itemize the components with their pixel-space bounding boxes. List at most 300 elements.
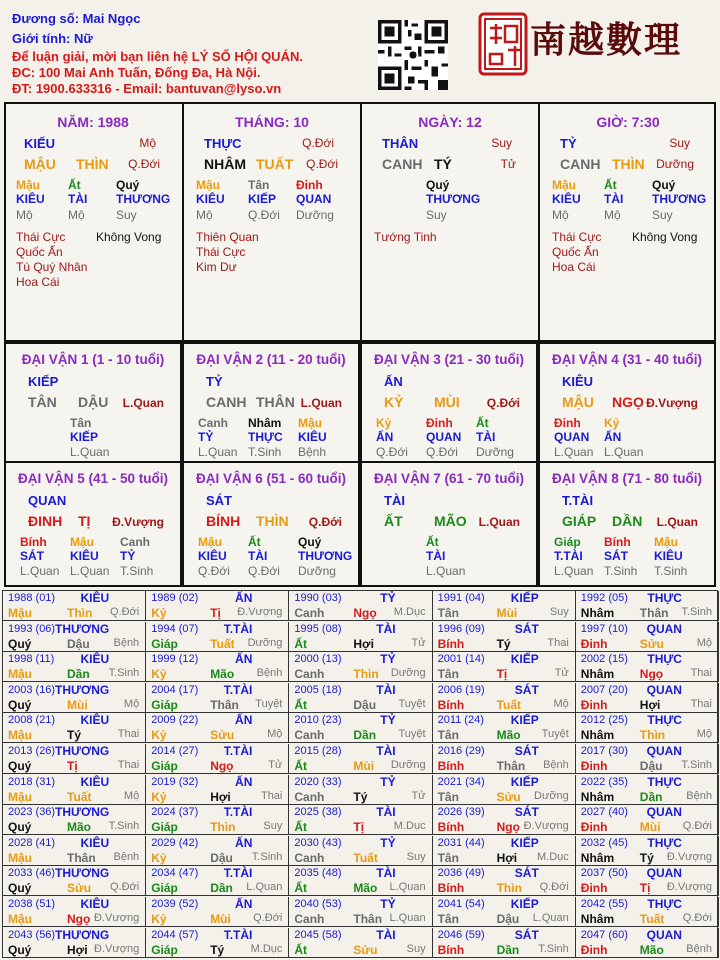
dai-van-hidden-stem: Tân bbox=[70, 416, 92, 430]
dai-van-stem: TÂN bbox=[28, 394, 57, 410]
year-label: 2019 (32) bbox=[151, 775, 199, 788]
year-ten-god: KIẾP bbox=[510, 774, 539, 789]
year-stage: Mộ bbox=[553, 697, 569, 710]
year-branch: Hợi bbox=[496, 850, 518, 865]
year-cell bbox=[576, 775, 719, 805]
year-stem: Bính bbox=[437, 942, 465, 957]
year-branch: Dậu bbox=[353, 697, 377, 712]
year-branch: Thìn bbox=[353, 667, 379, 682]
year-branch: Tý bbox=[496, 636, 511, 651]
year-cell bbox=[289, 713, 432, 743]
year-stage: Đ.Vượng bbox=[94, 942, 140, 955]
hidden-stage: Suy bbox=[652, 208, 673, 222]
year-label: 2027 (40) bbox=[580, 806, 628, 819]
dai-van-1 bbox=[4, 342, 182, 463]
star-item: Quốc Ấn bbox=[16, 245, 63, 259]
year-stem: Nhâm bbox=[580, 728, 615, 743]
dai-van-stem: MẬU bbox=[562, 394, 594, 410]
year-stage: L.Quan bbox=[389, 912, 426, 924]
year-label: 1993 (06) bbox=[8, 622, 56, 635]
year-branch: Sửu bbox=[353, 942, 378, 957]
year-branch: Tý bbox=[67, 728, 82, 743]
year-ten-god: SÁT bbox=[514, 927, 539, 942]
year-cell bbox=[433, 928, 576, 958]
year-label: 2006 (19) bbox=[437, 683, 485, 696]
year-stage: Bệnh bbox=[256, 667, 283, 680]
year-ten-god: SÁT bbox=[514, 621, 539, 636]
hidden-stage: Q.Đới bbox=[248, 208, 280, 222]
year-stem: Tân bbox=[437, 789, 459, 804]
year-label: 2023 (36) bbox=[8, 806, 56, 819]
year-branch: Thân bbox=[210, 697, 239, 712]
stage-top: Mộ bbox=[139, 136, 156, 150]
year-label: 2038 (51) bbox=[8, 898, 56, 910]
earthly-branch: TUẤT bbox=[256, 156, 294, 172]
dai-van-hidden-stem: Mậu bbox=[70, 535, 94, 549]
dai-van-hidden-stem: Quý bbox=[298, 535, 322, 549]
year-stem: Quý bbox=[8, 820, 32, 835]
year-ten-god: THỰC bbox=[647, 774, 682, 789]
year-ten-god: KIÊU bbox=[80, 774, 110, 789]
dai-van-hidden-god: KIÊU bbox=[70, 549, 99, 563]
phone-email: ĐT: 1900.633316 - Email: bantuvan@lyso.vn bbox=[12, 81, 282, 96]
year-stage: T.Sinh bbox=[681, 759, 712, 771]
year-label: 2002 (15) bbox=[580, 653, 628, 666]
year-stage: Q.Đới bbox=[253, 912, 283, 924]
year-branch: Dần bbox=[639, 789, 663, 804]
year-label: 1997 (10) bbox=[580, 622, 628, 635]
hidden-stage: Mộ bbox=[196, 208, 213, 222]
year-branch: Tuất bbox=[210, 636, 235, 651]
year-ten-god: KIÊU bbox=[80, 591, 110, 605]
year-stage: Thai bbox=[690, 697, 712, 710]
year-label: 2047 (60) bbox=[580, 928, 628, 941]
year-label: 2039 (52) bbox=[151, 898, 199, 910]
year-stem: Canh bbox=[294, 728, 325, 743]
dai-van-title: ĐẠI VẬN 2 (11 - 20 tuổi) bbox=[196, 352, 346, 367]
year-label: 2013 (26) bbox=[8, 745, 56, 757]
year-branch: Tuất bbox=[496, 697, 522, 712]
year-stage: M.Dục bbox=[393, 606, 426, 618]
dai-van-7 bbox=[360, 461, 538, 587]
dai-van-hidden-god: KIÊU bbox=[654, 549, 683, 563]
dai-van-stage: L.Quan bbox=[300, 396, 342, 410]
dai-van-6 bbox=[182, 461, 360, 587]
year-branch: Ngọ bbox=[353, 606, 377, 620]
dai-van-hidden-stage: L.Quan bbox=[554, 445, 594, 459]
year-cell bbox=[289, 928, 432, 958]
year-cell bbox=[576, 683, 719, 713]
year-stage: T.Sinh bbox=[681, 606, 712, 618]
year-branch: Ngọ bbox=[639, 667, 664, 682]
year-ten-god: TỶ bbox=[380, 774, 396, 789]
dai-van-hidden-stem: Nhâm bbox=[248, 416, 282, 430]
dai-van-hidden-stage: Dưỡng bbox=[476, 445, 514, 459]
pillar-4 bbox=[538, 102, 716, 342]
year-ten-god: TÀI bbox=[376, 866, 396, 881]
year-stem: Kỷ bbox=[151, 667, 167, 682]
star-item: Quốc Ấn bbox=[552, 245, 599, 259]
year-label: 2005 (18) bbox=[294, 683, 342, 696]
year-label: 2000 (13) bbox=[294, 653, 342, 666]
year-ten-god: QUAN bbox=[646, 621, 682, 636]
year-stem: Nhâm bbox=[580, 667, 615, 682]
dai-van-hidden-stage: Q.Đới bbox=[248, 564, 280, 578]
ten-god-top: THỰC bbox=[204, 136, 242, 151]
stage-stem: Q.Đới bbox=[128, 157, 160, 171]
hidden-ten-god: KIẾP bbox=[248, 192, 277, 206]
qr-code-icon[interactable] bbox=[378, 20, 448, 90]
year-cell bbox=[433, 744, 576, 774]
year-cell bbox=[146, 775, 289, 805]
year-branch: Tị bbox=[639, 881, 651, 896]
year-branch: Thân bbox=[353, 912, 383, 926]
star-item: Kim Dư bbox=[196, 260, 237, 274]
dai-van-title: ĐẠI VẬN 6 (51 - 60 tuổi) bbox=[195, 471, 347, 486]
dai-van-hidden-stem: Ất bbox=[426, 535, 439, 549]
year-branch: Tị bbox=[210, 606, 221, 620]
year-ten-god: TÀI bbox=[376, 621, 396, 636]
dai-van-hidden-stem: Ất bbox=[476, 416, 489, 430]
year-ten-god: TÀI bbox=[376, 682, 396, 697]
dai-van-hidden-stem: Kỷ bbox=[376, 416, 392, 430]
dai-van-3 bbox=[360, 342, 538, 463]
contact-note: Để luận giải, mời bạn liên hệ LÝ SỐ HỘI QUÁN. bbox=[12, 49, 303, 64]
year-stem: Ất bbox=[294, 942, 308, 957]
dai-van-hidden-stem: Mậu bbox=[654, 535, 678, 549]
star-item: Tú Quý Nhân bbox=[16, 260, 88, 274]
year-cell bbox=[3, 897, 146, 927]
year-stage: Q.Đới bbox=[539, 881, 569, 894]
year-label: 1998 (11) bbox=[8, 653, 55, 666]
year-stem: Mậu bbox=[8, 912, 32, 926]
year-stage: Q.Đới bbox=[682, 820, 712, 833]
year-stage: Dưỡng bbox=[247, 636, 283, 649]
hidden-stage: Mộ bbox=[604, 208, 621, 222]
year-stage: Suy bbox=[406, 850, 426, 863]
year-stage: L.Quan bbox=[532, 912, 569, 924]
year-stem: Canh bbox=[294, 850, 325, 865]
hidden-stem: Ất bbox=[604, 178, 617, 192]
earthly-branch: THÌN bbox=[76, 156, 109, 172]
year-label: 2020 (33) bbox=[294, 775, 342, 788]
dai-van-hidden-stage: Q.Đới bbox=[198, 564, 230, 578]
stage-stem: Dưỡng bbox=[656, 157, 694, 171]
year-cell bbox=[146, 591, 289, 621]
year-cell bbox=[146, 836, 289, 866]
year-cell bbox=[146, 713, 289, 743]
year-cell bbox=[3, 622, 146, 652]
year-ten-god: THƯƠNG bbox=[55, 682, 110, 697]
year-ten-god: TỶ bbox=[380, 713, 396, 728]
dai-van-hidden-stage: L.Quan bbox=[70, 564, 110, 578]
year-stage: Suy bbox=[406, 942, 426, 955]
year-cell bbox=[3, 652, 146, 682]
year-stage: L.Quan bbox=[246, 881, 283, 894]
year-branch: Hợi bbox=[639, 697, 661, 712]
year-cell bbox=[576, 591, 719, 621]
year-stem: Đinh bbox=[580, 697, 608, 712]
year-cell bbox=[576, 836, 719, 866]
year-cell bbox=[146, 866, 289, 896]
year-ten-god: ẤN bbox=[235, 774, 253, 789]
dai-van-hidden-stem: Đinh bbox=[554, 416, 581, 430]
year-ten-god: TÀI bbox=[376, 744, 396, 758]
dai-van-branch: MÃO bbox=[434, 513, 467, 529]
year-ten-god: THƯƠNG bbox=[55, 866, 110, 881]
year-branch: Mão bbox=[639, 942, 664, 957]
year-cell bbox=[289, 866, 432, 896]
year-label: 2040 (53) bbox=[294, 898, 342, 910]
year-branch: Hợi bbox=[210, 789, 231, 804]
dai-van-hidden-stem: Đinh bbox=[426, 416, 453, 430]
dai-van-hidden-stem: Mậu bbox=[198, 535, 222, 549]
dai-van-hidden-god: KIÊU bbox=[298, 430, 327, 444]
year-stage: Tử bbox=[268, 759, 283, 771]
year-stage: Bệnh bbox=[543, 759, 569, 771]
year-branch: Tý bbox=[210, 942, 225, 957]
year-ten-god: KIẾP bbox=[510, 713, 539, 728]
year-stage: Bệnh bbox=[113, 850, 140, 863]
year-cell bbox=[146, 683, 289, 713]
year-label: 2034 (47) bbox=[151, 867, 199, 880]
year-cell bbox=[289, 744, 432, 774]
year-stem: Nhâm bbox=[580, 606, 615, 620]
year-label: 2035 (48) bbox=[294, 867, 342, 880]
year-cell bbox=[576, 805, 719, 835]
hidden-stage: Suy bbox=[116, 208, 137, 222]
dai-van-hidden-god: QUAN bbox=[426, 430, 462, 444]
year-branch: Mùi bbox=[639, 820, 661, 835]
year-ten-god: ẤN bbox=[235, 835, 253, 850]
dai-van-ten-god: TÀI bbox=[384, 493, 405, 508]
year-cell bbox=[576, 897, 719, 927]
year-label: 2033 (46) bbox=[8, 867, 56, 880]
dai-van-hidden-god: QUAN bbox=[554, 430, 590, 444]
heavenly-stem: MẬU bbox=[24, 156, 56, 172]
year-stem: Quý bbox=[8, 881, 32, 896]
year-ten-god: THƯƠNG bbox=[55, 621, 110, 636]
year-stem: Quý bbox=[8, 697, 32, 712]
dai-van-title: ĐẠI VẬN 4 (31 - 40 tuổi) bbox=[551, 352, 703, 367]
year-branch: Dần bbox=[496, 942, 520, 957]
dai-van-hidden-god: ẤN bbox=[604, 430, 622, 444]
year-stage: Q.Đới bbox=[109, 606, 140, 618]
dai-van-ten-god: SÁT bbox=[206, 493, 232, 508]
pillar-3 bbox=[360, 102, 538, 342]
year-branch: Dần bbox=[67, 667, 90, 682]
year-branch: Dậu bbox=[210, 850, 233, 865]
dai-van-stage: L.Quan bbox=[122, 396, 164, 410]
ten-god-top: TỶ bbox=[560, 136, 577, 151]
dai-van-branch: THÌN bbox=[256, 513, 289, 529]
hidden-stage: Mộ bbox=[68, 208, 85, 222]
year-stage: T.Sinh bbox=[108, 667, 140, 680]
star-item: Thái Cực bbox=[16, 230, 66, 244]
hidden-stem: Quý bbox=[116, 178, 140, 192]
dai-van-hidden-stage: L.Quan bbox=[198, 445, 238, 459]
year-branch: Sửu bbox=[496, 789, 521, 804]
year-ten-god: THƯƠNG bbox=[55, 744, 110, 758]
dai-van-hidden-stem: Mậu bbox=[298, 416, 322, 430]
year-stem: Kỷ bbox=[151, 850, 167, 865]
year-cell bbox=[576, 928, 719, 958]
dai-van-branch: NGỌ bbox=[612, 394, 644, 410]
year-cell bbox=[146, 652, 289, 682]
year-ten-god: THỰC bbox=[647, 897, 682, 911]
year-label: 2029 (42) bbox=[151, 836, 199, 849]
year-ten-god: THƯƠNG bbox=[55, 805, 110, 820]
ten-god-top: KIẾU bbox=[24, 136, 56, 151]
year-label: 1988 (01) bbox=[8, 592, 56, 604]
year-stem: Ất bbox=[294, 759, 308, 773]
year-stem: Tân bbox=[437, 606, 459, 620]
year-branch: Sửu bbox=[67, 881, 92, 896]
year-cell bbox=[3, 713, 146, 743]
dai-van-stem: KỶ bbox=[384, 394, 404, 410]
year-cell bbox=[289, 775, 432, 805]
dai-van-hidden-stem: Canh bbox=[198, 416, 228, 430]
dai-van-8 bbox=[538, 461, 716, 587]
year-ten-god: KIÊU bbox=[80, 897, 110, 911]
star-item: Hoa Cái bbox=[552, 260, 596, 274]
hidden-stem: Quý bbox=[426, 178, 450, 192]
year-ten-god: KIẾP bbox=[510, 652, 539, 667]
year-stem: Đinh bbox=[580, 820, 608, 835]
year-stage: T.Sinh bbox=[251, 850, 283, 863]
year-stage: Tử bbox=[411, 636, 426, 649]
heavenly-stem: NHÂM bbox=[204, 156, 246, 172]
year-stem: Ất bbox=[294, 881, 308, 896]
year-label: 2028 (41) bbox=[8, 836, 56, 849]
year-cell bbox=[289, 805, 432, 835]
year-branch: Mùi bbox=[67, 697, 88, 712]
year-label: 2022 (35) bbox=[580, 775, 628, 788]
year-cell bbox=[3, 866, 146, 896]
year-stem: Kỷ bbox=[151, 728, 167, 743]
year-cell bbox=[3, 836, 146, 866]
year-cell bbox=[146, 897, 289, 927]
year-stem: Bính bbox=[437, 636, 465, 651]
year-stage: Đ.Vượng bbox=[94, 912, 140, 924]
pillar-1 bbox=[4, 102, 182, 342]
stage-stem: Q.Đới bbox=[306, 157, 338, 171]
year-stage: Đ.Vượng bbox=[666, 881, 712, 894]
year-stem: Tân bbox=[437, 728, 459, 743]
star-item: Tướng Tinh bbox=[374, 230, 437, 244]
dai-van-2 bbox=[182, 342, 360, 463]
khong-vong-label: Không Vong bbox=[96, 230, 162, 244]
year-ten-god: KIẾP bbox=[510, 897, 539, 911]
hidden-stem: Đinh bbox=[296, 178, 323, 192]
year-stem: Ất bbox=[294, 636, 308, 651]
year-label: 1996 (09) bbox=[437, 622, 485, 635]
dai-van-branch: DẦN bbox=[612, 513, 643, 529]
dai-van-ten-god: ẤN bbox=[384, 374, 403, 389]
year-label: 2036 (49) bbox=[437, 867, 485, 880]
year-stem: Canh bbox=[294, 606, 325, 620]
dai-van-branch: THÂN bbox=[256, 394, 295, 410]
year-label: 2015 (28) bbox=[294, 745, 342, 757]
year-ten-god: TỶ bbox=[380, 652, 396, 667]
year-cell bbox=[3, 928, 146, 958]
year-stem: Quý bbox=[8, 759, 32, 773]
year-label: 1999 (12) bbox=[151, 653, 199, 666]
year-stage: Tuyệt bbox=[398, 728, 426, 741]
year-label: 2004 (17) bbox=[151, 683, 199, 696]
dai-van-hidden-god: T.TÀI bbox=[554, 549, 583, 563]
year-stem: Canh bbox=[294, 667, 325, 682]
year-stage: Mộ bbox=[123, 789, 140, 802]
year-stem: Đinh bbox=[580, 942, 608, 957]
year-branch: Thân bbox=[67, 850, 96, 865]
year-label: 2030 (43) bbox=[294, 836, 342, 849]
year-ten-god: SÁT bbox=[514, 805, 539, 820]
year-label: 1992 (05) bbox=[580, 592, 628, 604]
year-cell bbox=[433, 866, 576, 896]
year-label: 2014 (27) bbox=[151, 745, 199, 757]
year-stage: M.Dục bbox=[393, 820, 426, 833]
address: ĐC: 100 Mai Anh Tuấn, Đống Đa, Hà Nội. bbox=[12, 65, 261, 80]
year-stem: Giáp bbox=[151, 881, 178, 896]
year-stage: Bệnh bbox=[113, 636, 140, 649]
year-stem: Giáp bbox=[151, 820, 178, 835]
dai-van-hidden-god: SÁT bbox=[604, 549, 628, 563]
year-stem: Kỷ bbox=[151, 606, 167, 620]
year-branch: Mùi bbox=[496, 606, 518, 620]
dai-van-hidden-stage: Bệnh bbox=[298, 445, 327, 459]
dai-van-hidden-god: TỶ bbox=[120, 549, 136, 563]
year-ten-god: KIÊU bbox=[80, 713, 110, 728]
year-ten-god: T.TÀI bbox=[223, 621, 253, 636]
year-ten-god: SÁT bbox=[514, 744, 539, 758]
year-stage: Q.Đới bbox=[109, 881, 140, 894]
subject-name: Đương số: Mai Ngọc bbox=[12, 11, 141, 26]
year-stage: Đ.Vượng bbox=[666, 850, 712, 863]
year-stem: Mậu bbox=[8, 606, 32, 620]
dai-van-stage: Đ.Vượng bbox=[646, 396, 698, 410]
year-cell bbox=[3, 683, 146, 713]
year-stage: M.Dục bbox=[250, 942, 283, 955]
year-cell bbox=[576, 866, 719, 896]
hidden-stem: Mậu bbox=[16, 178, 40, 192]
year-cell bbox=[433, 836, 576, 866]
dai-van-hidden-god: TỶ bbox=[198, 430, 214, 444]
dai-van-branch: TỊ bbox=[78, 513, 91, 529]
year-label: 2021 (34) bbox=[437, 775, 485, 788]
year-stem: Giáp bbox=[151, 697, 178, 712]
dai-van-hidden-stem: Bính bbox=[604, 535, 631, 549]
hidden-ten-god: TÀI bbox=[68, 192, 88, 206]
year-ten-god: TỶ bbox=[380, 835, 396, 850]
pillar-title: NGÀY: 12 bbox=[418, 114, 482, 130]
year-cell bbox=[146, 928, 289, 958]
year-ten-god: KIẾP bbox=[510, 591, 539, 605]
year-ten-god: THỰC bbox=[647, 713, 682, 728]
year-ten-god: TỶ bbox=[380, 897, 396, 911]
year-ten-god: QUAN bbox=[646, 927, 682, 942]
hidden-stem: Tân bbox=[248, 178, 270, 192]
year-stem: Nhâm bbox=[580, 912, 615, 926]
year-label: 1995 (08) bbox=[294, 622, 342, 635]
year-cell bbox=[289, 897, 432, 927]
year-branch: Tuất bbox=[67, 789, 92, 804]
hidden-stage: Dưỡng bbox=[296, 208, 334, 222]
year-stage: Thai bbox=[547, 636, 569, 649]
year-label: 2008 (21) bbox=[8, 714, 56, 727]
year-branch: Tị bbox=[67, 759, 78, 773]
ten-god-top: THÂN bbox=[382, 136, 419, 151]
